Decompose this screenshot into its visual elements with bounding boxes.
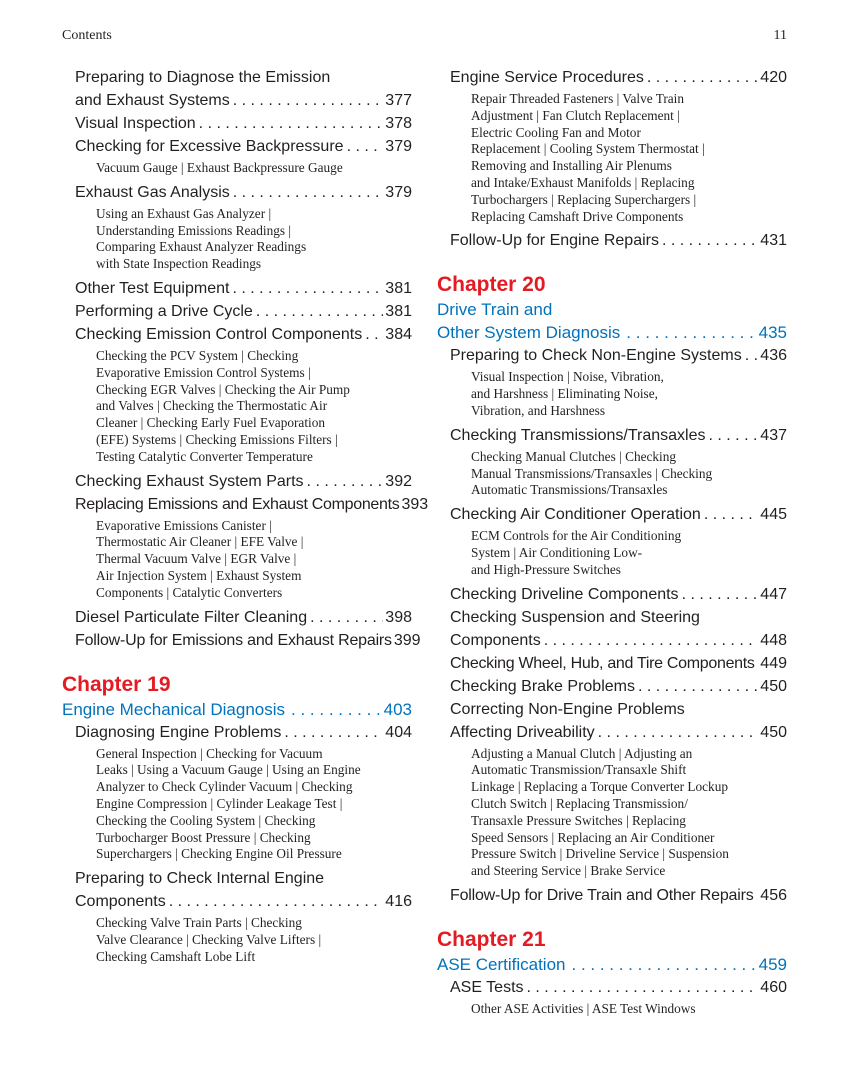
chapter-title: Engine Mechanical Diagnosis (62, 699, 286, 719)
toc-entry-title-line2: and Exhaust Systems (75, 92, 230, 109)
toc-entry-page: 398 (385, 608, 412, 626)
toc-entry[interactable] (450, 66, 787, 89)
toc-subtopics (96, 746, 412, 864)
chapter-page: 459 (758, 954, 787, 974)
toc-entry-page: 393 (401, 495, 429, 513)
subtopic-line: Linkage | Replacing a Torque Converter Lockup (471, 779, 728, 795)
leader-dots (620, 321, 756, 344)
toc-entry-title: Performing a Drive Cycle (75, 302, 253, 320)
chapter-title-entry[interactable] (437, 953, 787, 976)
subtopic-line: Analyzer to Check Cylinder Vacuum | Checking (96, 779, 353, 795)
subtopic-line: ECM Controls for the Air Conditioning (471, 528, 682, 544)
toc-entry-title: Follow-Up for Engine Repairs (450, 232, 659, 250)
subtopic-line: with State Inspection Readings (96, 256, 262, 272)
toc-entry-page: 416 (385, 893, 412, 911)
toc-entry[interactable] (75, 112, 412, 135)
toc-entry[interactable] (75, 277, 412, 300)
subtopic-line: Leaks | Using a Vacuum Gauge | Using an Engine (96, 762, 361, 778)
toc-entry-page: 381 (385, 279, 412, 297)
chapter-title-entry[interactable] (62, 698, 412, 721)
leader-dots (524, 976, 759, 999)
toc-entry[interactable] (450, 976, 787, 999)
toc-entry-title: Checking for Excessive Backpressure (75, 138, 344, 155)
toc-entry[interactable] (450, 675, 787, 698)
toc-entry-title-line1: Correcting Non-Engine Problems (450, 700, 685, 718)
toc-entry[interactable] (450, 424, 787, 447)
toc-entry-page: 448 (760, 631, 787, 649)
toc-entry-page: 399 (393, 631, 421, 649)
leader-dots (706, 424, 759, 447)
toc-entry-title-line1: Preparing to Check Internal Engine (75, 870, 325, 888)
page-number: 11 (773, 28, 787, 43)
toc-entry-page: 392 (385, 472, 412, 490)
subtopic-line: (EFE) Systems | Checking Emissions Filters | (96, 431, 338, 447)
toc-entry-title: Follow-Up for Emissions and Exhaust Repairs (75, 631, 392, 649)
toc-entry-title: Preparing to Check Non-Engine Systems (450, 347, 742, 365)
chapter-title: ASE Certification (437, 954, 566, 974)
chapter-title-entry[interactable] (437, 321, 787, 344)
toc-entry-title: Follow-Up for Drive Train and Other Repairs (450, 886, 754, 904)
subtopic-line: Checking EGR Valves | Checking the Air Pump (96, 381, 350, 397)
leader-dots (644, 66, 758, 89)
toc-entry[interactable] (450, 884, 787, 907)
toc-entry[interactable] (75, 606, 412, 629)
subtopic-line: Removing and Installing Air Plenums (471, 158, 672, 174)
toc-entry-page: 456 (760, 886, 787, 904)
toc-entry-title: Diesel Particulate Filter Cleaning (75, 608, 308, 626)
subtopic-line: System | Air Conditioning Low- (471, 544, 643, 560)
subtopic-line: General Inspection | Checking for Vacuum (96, 745, 323, 761)
toc-entry-title: Checking Transmissions/Transaxles (450, 426, 706, 444)
toc-entry-title-line2: Affecting Driveability (450, 723, 595, 741)
toc-entry-page: 436 (760, 347, 787, 365)
subtopic-line: Superchargers | Checking Engine Oil Pressure (96, 846, 342, 862)
toc-entry-title: Checking Air Conditioner Operation (450, 506, 701, 524)
toc-entry-page: 384 (385, 325, 412, 343)
leader-dots (679, 583, 759, 606)
subtopic-line: and Steering Service | Brake Service (471, 863, 666, 879)
toc-entry-page: 379 (385, 138, 412, 155)
subtopic-line: Adjusting a Manual Clutch | Adjusting an (471, 745, 693, 761)
toc-entry-title: Checking Brake Problems (450, 677, 635, 695)
subtopic-line: Checking Valve Train Parts | Checking (96, 915, 302, 931)
toc-subtopics (96, 206, 412, 273)
toc-entry-page: 431 (760, 232, 787, 250)
subtopic-line: Other ASE Activities | ASE Test Windows (471, 1000, 696, 1016)
subtopic-line: Automatic Transmissions/Transaxles (471, 482, 668, 498)
toc-entry[interactable] (75, 470, 412, 493)
subtopic-line: and Valves | Checking the Thermostatic Air (96, 398, 328, 414)
toc-subtopics (96, 160, 412, 177)
leader-dots (362, 323, 383, 346)
toc-entry-page: 450 (760, 723, 787, 741)
subtopic-line: Evaporative Emissions Canister | (96, 517, 272, 533)
toc-entry-title: ASE Tests (450, 978, 524, 996)
toc-subtopics (96, 348, 412, 466)
toc-entry-line (450, 629, 787, 652)
toc-entry-title-line1: Checking Suspension and Steering (450, 608, 700, 626)
subtopic-line: Speed Sensors | Replacing an Air Conditioner (471, 829, 715, 845)
leader-dots (196, 112, 384, 135)
leader-dots (566, 953, 757, 976)
toc-entry-page: 420 (760, 69, 787, 86)
subtopic-line: Engine Compression | Cylinder Leakage Test | (96, 795, 343, 811)
subtopic-line: Components | Catalytic Converters (96, 584, 283, 600)
leader-dots (229, 277, 383, 300)
toc-entry-title: Checking Emission Control Components (75, 325, 363, 343)
chapter-page: 435 (758, 323, 787, 343)
subtopic-line: Clutch Switch | Replacing Transmission/ (471, 795, 688, 811)
subtopic-line: Pressure Switch | Driveline Service | Suspension (471, 846, 729, 862)
toc-column-right (437, 66, 787, 1022)
toc-entry[interactable] (437, 698, 787, 744)
toc-entry-page: 381 (385, 302, 412, 320)
toc-entry-page: 379 (385, 183, 412, 201)
subtopic-line: and Harshness | Eliminating Noise, (471, 386, 658, 402)
toc-entry[interactable] (450, 583, 787, 606)
toc-subtopics (96, 915, 412, 965)
toc-entry[interactable] (450, 344, 787, 367)
toc-entry-title: Engine Service Procedures (450, 69, 644, 86)
leader-dots (166, 890, 384, 913)
toc-column-left (62, 66, 429, 970)
subtopic-line: and Intake/Exhaust Manifolds | Replacing (471, 174, 695, 190)
toc-entry[interactable] (75, 300, 412, 323)
subtopic-line: Visual Inspection | Noise, Vibration, (471, 369, 664, 385)
leader-dots (541, 629, 759, 652)
toc-subtopics (471, 449, 787, 499)
toc-entry-title: Replacing Emissions and Exhaust Components (75, 495, 400, 513)
subtopic-line: Evaporative Emission Control Systems | (96, 364, 311, 380)
chapter-page: 403 (383, 699, 412, 719)
toc-entry-line (75, 890, 412, 913)
toc-entry-page: 460 (760, 978, 787, 996)
leader-dots (304, 470, 384, 493)
leader-dots (307, 606, 383, 629)
running-header (62, 28, 787, 48)
leader-dots (659, 229, 758, 252)
toc-subtopics (471, 746, 787, 880)
toc-entry-page: 449 (760, 654, 787, 672)
chapter-number: Chapter 19 (62, 672, 171, 696)
toc-entry-title-line1: Preparing to Diagnose the Emission (75, 69, 331, 86)
toc-entry-title: Other Test Equipment (75, 279, 230, 297)
subtopic-line: Automatic Transmission/Transaxle Shift (471, 762, 687, 778)
toc-entry[interactable] (450, 503, 787, 526)
subtopic-line: Checking Camshaft Lobe Lift (96, 948, 256, 964)
subtopic-line: Turbochargers | Replacing Superchargers | (471, 191, 697, 207)
leader-dots (281, 721, 383, 744)
toc-entry[interactable] (75, 181, 412, 204)
toc-entry[interactable] (75, 721, 412, 744)
toc-entry[interactable] (75, 493, 429, 516)
toc-entry-title: Checking Driveline Components (450, 585, 679, 603)
toc-entry-page: 447 (760, 585, 787, 603)
section-label: Contents (62, 28, 112, 43)
chapter-title-line1: Drive Train and (437, 300, 553, 320)
subtopic-line: Checking the PCV System | Checking (96, 347, 299, 363)
chapter-title-line2: Other System Diagnosis (437, 323, 621, 343)
toc-subtopics (471, 91, 787, 225)
subtopic-line: Checking the Cooling System | Checking (96, 812, 316, 828)
toc-entry-page: 437 (760, 426, 787, 444)
leader-dots (635, 675, 758, 698)
subtopic-line: Manual Transmissions/Transaxles | Checking (471, 465, 713, 481)
toc-entry[interactable] (437, 606, 787, 652)
toc-entry-title: Diagnosing Engine Problems (75, 723, 282, 741)
toc-entry-line (450, 721, 787, 744)
subtopic-line: Vacuum Gauge | Exhaust Backpressure Gauge (96, 160, 343, 175)
toc-entry-title: Exhaust Gas Analysis (75, 183, 230, 201)
subtopic-line: Comparing Exhaust Analyzer Readings (96, 239, 307, 255)
subtopic-line: Vibration, and Harshness (471, 402, 605, 418)
subtopic-line: Valve Clearance | Checking Valve Lifters | (96, 931, 322, 947)
toc-entry[interactable] (62, 66, 412, 112)
subtopic-line: Repair Threaded Fasteners | Valve Train (471, 91, 685, 106)
subtopic-line: Adjustment | Fan Clutch Replacement | (471, 107, 680, 123)
toc-entry[interactable] (450, 229, 787, 252)
subtopic-line: Replacing Camshaft Drive Components (471, 208, 684, 224)
toc-entry-title: Visual Inspection (75, 115, 196, 132)
leader-dots (344, 135, 384, 158)
toc-entry-title-line2: Components (75, 893, 166, 911)
subtopic-line: Electric Cooling Fan and Motor (471, 124, 641, 140)
subtopic-line: Replacement | Cooling System Thermostat | (471, 141, 705, 157)
leader-dots (230, 89, 384, 112)
leader-dots (595, 721, 759, 744)
toc-entry[interactable] (62, 867, 412, 913)
leader-dots (285, 698, 382, 721)
subtopic-line: Cleaner | Checking Early Fuel Evaporation (96, 415, 326, 431)
subtopic-line: Understanding Emissions Readings | (96, 222, 292, 238)
subtopic-line: Checking Manual Clutches | Checking (471, 448, 677, 464)
toc-entry-page: 450 (760, 677, 787, 695)
toc-entry[interactable] (75, 629, 421, 652)
subtopic-line: Testing Catalytic Converter Temperature (96, 448, 313, 464)
chapter-number: Chapter 20 (437, 273, 546, 297)
chapter-number: Chapter 21 (437, 927, 546, 951)
toc-entry-page: 377 (385, 92, 412, 109)
toc-entry-page: 404 (385, 723, 412, 741)
leader-dots (253, 300, 383, 323)
toc-entry-title: Checking Exhaust System Parts (75, 472, 304, 490)
leader-dots (742, 344, 759, 367)
toc-subtopics (471, 528, 787, 578)
toc-entry[interactable] (75, 135, 412, 158)
toc-entry-page: 445 (760, 506, 787, 524)
toc-entry-title-line2: Components (450, 631, 541, 649)
leader-dots (230, 181, 384, 204)
subtopic-line: Turbocharger Boost Pressure | Checking (96, 829, 311, 845)
toc-subtopics (471, 369, 787, 419)
toc-entry[interactable] (75, 323, 412, 346)
leader-dots (701, 503, 758, 526)
subtopic-line: and High-Pressure Switches (471, 561, 621, 577)
toc-entry-line (75, 89, 412, 112)
toc-entry-page: 378 (385, 115, 412, 132)
subtopic-line: Transaxle Pressure Switches | Replacing (471, 812, 686, 828)
toc-subtopics (96, 518, 412, 602)
toc-subtopics (471, 1001, 787, 1018)
toc-entry[interactable] (450, 652, 787, 675)
subtopic-line: Thermal Vacuum Valve | EGR Valve | (96, 551, 297, 567)
subtopic-line: Air Injection System | Exhaust System (96, 567, 302, 583)
subtopic-line: Using an Exhaust Gas Analyzer | (96, 205, 272, 221)
subtopic-line: Thermostatic Air Cleaner | EFE Valve | (96, 534, 304, 550)
toc-entry-title: Checking Wheel, Hub, and Tire Components (450, 654, 755, 672)
